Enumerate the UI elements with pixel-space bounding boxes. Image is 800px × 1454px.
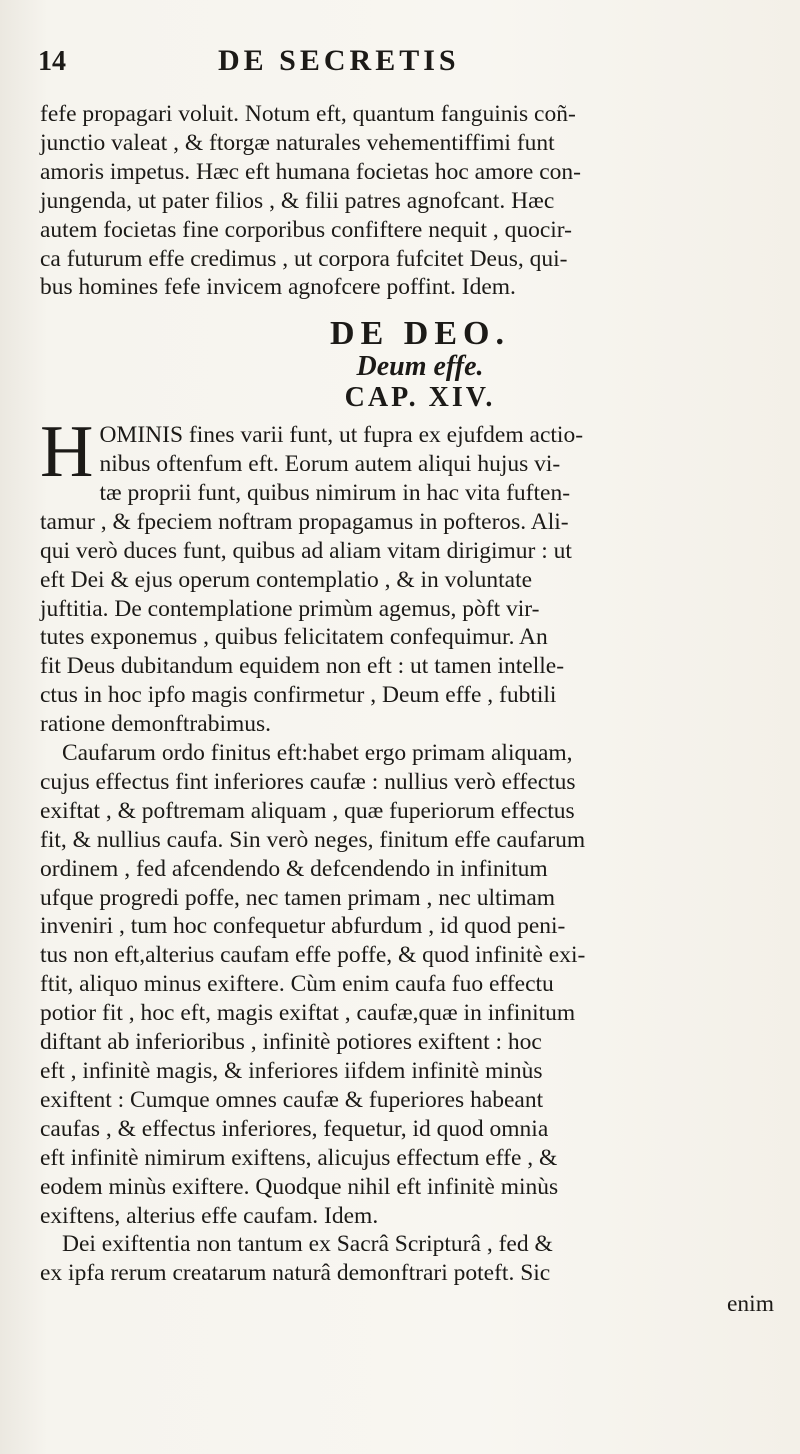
text-line: diftant ab inferioribus , infinitè potiores exiftent : hoc: [40, 1029, 542, 1056]
text-line: junctio valeat , & ftorgæ naturales vehementiffimi funt: [40, 129, 555, 156]
text-line: tutes exponemus , quibus felicitatem confequimur. An: [40, 624, 548, 651]
text-line: caufas , & effectus inferiores, fequetur, id quod omnia: [40, 1115, 549, 1142]
text-line: eft , infinitè magis, & inferiores iifdem infinitè minùs: [40, 1058, 543, 1084]
text-line: eft Dei & ejus operum contemplatio , & in voluntate: [40, 566, 533, 593]
section-subheading: Deum effe.: [356, 351, 484, 383]
text-line: OMINIS fines varii funt, ut fupra ex ejufdem actio-: [99, 422, 584, 449]
text-line: tæ proprii funt, quibus nimirum in hac vita fuften-: [99, 479, 571, 506]
text-line: fit Deus dubitandum equidem non eft : ut tamen intelle-: [40, 653, 565, 680]
text-line: ratione demonftrabimus.: [40, 711, 272, 738]
text-line: tamur , & fpeciem noftram propagamus in pofteros. Ali-: [40, 508, 569, 535]
catchword: enim: [727, 1291, 774, 1318]
text-line: nibus oftenfum eft. Eorum autem aliqui hujus vi-: [99, 450, 561, 477]
text-line: exiftent : Cumque omnes caufæ & fuperiores habeant: [40, 1086, 544, 1113]
running-head: DE SECRETIS: [218, 44, 460, 77]
text-line: inveniri , tum hoc confequetur abfurdum , id quod peni-: [40, 913, 566, 940]
text-line: fefe propagari voluit. Notum eft, quantum fanguinis coñ-: [40, 101, 576, 127]
paragraph-2: [40, 411, 800, 739]
text-line: ctus in hoc ipfo magis confirmetur , Deum effe , fubtili: [40, 682, 557, 709]
text-line: fit, & nullius caufa. Sin verò neges, finitum effe caufarum: [40, 826, 586, 853]
text-line: autem focietas fine corporibus confiftere nequit , quocir-: [40, 216, 572, 243]
text-line: Caufarum ordo finitus eft:habet ergo primam aliquam,: [62, 740, 573, 767]
text-line: ftit, aliquo minus exiftere. Cùm enim caufa fuo effectu: [40, 971, 554, 998]
page-header: [30, 44, 770, 100]
text-line: juftitia. De contemplatione primùm agemus, pòft vir-: [40, 595, 540, 622]
text-line: eft infinitè nimirum exiftens, alicujus effectum effe , &: [40, 1144, 558, 1171]
paragraph-1: [40, 100, 800, 302]
text-line: ex ipfa rerum creatarum naturâ demonftrari poteft. Sic: [40, 1260, 551, 1287]
paragraph-3: [40, 739, 800, 1230]
text-line: jungenda, ut pater filios , & filii patres agnofcant. Hæc: [40, 187, 555, 214]
text-line: bus homines fefe invicem agnofcere poffint. Idem.: [40, 274, 516, 301]
text-line: ca futurum effe credimus , ut corpora fufcitet Deus, qui-: [40, 245, 568, 272]
paragraph-4: [40, 1230, 800, 1288]
section-heading: DE DEO.: [330, 315, 510, 353]
text-line: cujus effectus fint inferiores caufæ : nullius verò effectus: [40, 768, 576, 795]
body-text: [30, 100, 800, 1319]
drop-cap: H: [40, 411, 94, 494]
text-line: amoris impetus. Hæc eft humana focietas hoc amore con-: [40, 158, 581, 185]
text-line: exiftat , & poftremam aliquam , quæ fuperiorum effectus: [40, 797, 575, 824]
text-line: Dei exiftentia non tantum ex Sacrâ Scripturâ , fed &: [62, 1231, 553, 1258]
page-number: 14: [38, 46, 66, 77]
text-line: potior fit , hoc eft, magis exiftat , caufæ,quæ in infinitum: [40, 1000, 576, 1027]
chapter-heading: CAP. XIV.: [344, 382, 496, 414]
text-line: ordinem , fed afcendendo & defcendendo in infinitum: [40, 855, 548, 882]
text-line: ufque progredi poffe, nec tamen primam , nec ultimam: [40, 884, 556, 911]
text-line: eodem minùs exiftere. Quodque nihil eft infinitè minùs: [40, 1173, 559, 1200]
text-line: tus non eft,alterius caufam effe poffe, & quod infinitè exi-: [40, 942, 586, 969]
text-line: qui verò duces funt, quibus ad aliam vitam dirigimur : ut: [40, 537, 572, 564]
text-line: exiftens, alterius effe caufam. Idem.: [40, 1202, 379, 1229]
